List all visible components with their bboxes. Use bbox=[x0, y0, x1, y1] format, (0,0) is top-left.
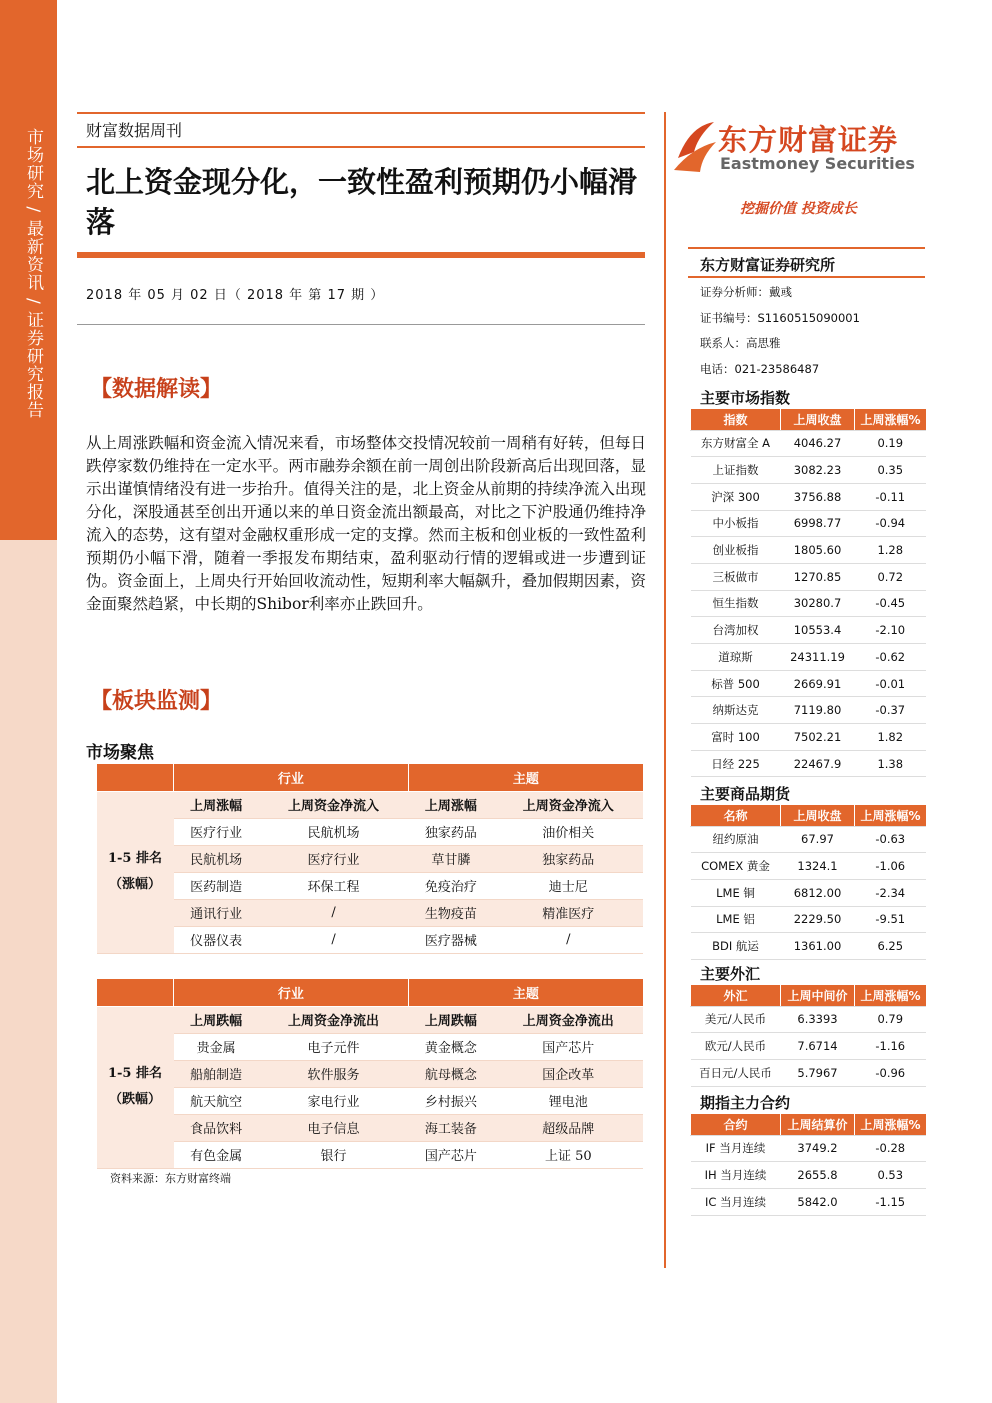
publication-name: 财富数据周刊 bbox=[86, 121, 183, 140]
certificate-number: 证书编号：S1160515090001 bbox=[700, 311, 860, 325]
focus-table-losers bbox=[96, 979, 643, 1169]
indices-table: 指数 上周收盘 上周涨幅% 东方财富全 A 4046.27 0.19 上证指数 3082.23 0.35 沪深 300 3756.88 -0.11 中小板指 6998.77 -0.94 创业板指 1805.60 1.28 三板做市 1270.85 0.72 恒生指数 30280.7 -0.45 台湾加权 10553.4 -2.10 道琼斯 24311.19 -0.62 标普 500 2669.91 -0.01 纳斯达克 7119.80 -0.37 富时 100 7502.21 1.82 日经 225 22467.9 1.38 bbox=[690, 409, 926, 777]
table-row: LME 铜 6812.00 -2.34 bbox=[691, 879, 927, 906]
logo-name-en: Eastmoney Securities bbox=[720, 154, 915, 173]
divider-mid bbox=[77, 146, 645, 148]
table-row: 美元/人民币 6.3393 0.79 bbox=[691, 1006, 927, 1033]
table-row: 医药制造 环保工程 免疫治疗 迪士尼 bbox=[97, 872, 644, 899]
table-row: 东方财富全 A 4046.27 0.19 bbox=[691, 430, 927, 457]
analyst-name: 证券分析师：戴彧 bbox=[700, 285, 792, 299]
report-title: 北上资金现分化，一致性盈利预期仍小幅滑落 bbox=[86, 165, 638, 239]
contact-person: 联系人：高思雅 bbox=[700, 336, 781, 350]
table-row: 欧元/人民币 7.6714 -1.16 bbox=[691, 1033, 927, 1060]
institute-divider-top bbox=[688, 247, 925, 249]
table-row: 有色金属 银行 国产芯片 上证 50 bbox=[97, 1141, 644, 1168]
market-focus-heading: 市场聚焦 bbox=[86, 743, 154, 763]
table-corner bbox=[97, 764, 174, 791]
analysis-paragraph: 从上周涨跌幅和资金流入情况来看，市场整体交投情况较前一周稍有好转，但每日跌停家数仍维持在一定水平。两市融券余额在前一周创出阶段新高后出现回落，显示出谨慎情绪没有进一步抬升。值得关注的是，北上资金从前期的持续净流入出现分化，深股通甚至创出开通以来的单日资金流出额最高，对比之下沪股通仍维持净流入的态势，这有望对金融权重形成一定的支撑。然而主板和创业板的一致性盈利预期仍小幅下滑，随着一季报发布期结束，盈利驱动行情的逻辑或进一步遭到证伪。资金面上，上周央行开始回收流动性，短期利率大幅飙升，叠加假期因素，资金面聚然趋紧，中长期的Shibor利率亦止跌回升。 bbox=[86, 434, 646, 613]
sub-header: 上周涨幅 bbox=[408, 791, 493, 818]
table-row: 三板做市 1270.85 0.72 bbox=[691, 563, 927, 590]
sub-header: 上周涨幅 bbox=[174, 791, 259, 818]
table-row: 纳斯达克 7119.80 -0.37 bbox=[691, 697, 927, 724]
table-row: COMEX 黄金 1324.1 -1.06 bbox=[691, 853, 927, 880]
table-corner bbox=[97, 979, 174, 1006]
table-row: 民航机场 医疗行业 草甘膦 独家药品 bbox=[97, 845, 644, 872]
table-row: 富时 100 7502.21 1.82 bbox=[691, 724, 927, 751]
row-label: 1-5 排名 （跌幅） bbox=[97, 1006, 174, 1168]
divider-thin bbox=[77, 324, 645, 325]
table-row: 医疗行业 民航机场 独家药品 油价相关 bbox=[97, 818, 644, 845]
table-row: LME 铝 2229.50 -9.51 bbox=[691, 906, 927, 933]
group-header-industry: 行业 bbox=[174, 979, 409, 1006]
row-label: 1-5 排名 （涨幅） bbox=[97, 791, 174, 953]
side-strip-text: 市场研究 / 最新资讯 / 证券研究报告 bbox=[23, 128, 43, 420]
table-row: 贵金属 电子元件 黄金概念 国产芯片 bbox=[97, 1033, 644, 1060]
table-row: 纽约原油 67.97 -0.63 bbox=[691, 826, 927, 853]
sub-header: 上周资金净流出 bbox=[259, 1006, 408, 1033]
sub-header: 上周资金净流入 bbox=[494, 791, 643, 818]
indices-title: 主要市场指数 bbox=[700, 389, 791, 407]
section-sector-monitor: 【板块监测】 bbox=[90, 688, 223, 714]
table-row: 仪器仪表 / 医疗器械 / bbox=[97, 926, 644, 953]
futures-title: 期指主力合约 bbox=[700, 1094, 791, 1112]
report-date: 2018 年 05 月 02 日（ 2018 年 第 17 期 ） bbox=[86, 288, 385, 303]
institute-name: 东方财富证券研究所 bbox=[700, 256, 836, 274]
commodities-title: 主要商品期货 bbox=[700, 785, 791, 803]
table-row: 沪深 300 3756.88 -0.11 bbox=[691, 483, 927, 510]
logo-name-cn: 东方财富证券 bbox=[718, 123, 899, 157]
table-row: 中小板指 6998.77 -0.94 bbox=[691, 510, 927, 537]
table-row: 食品饮料 电子信息 海工装备 超级品牌 bbox=[97, 1114, 644, 1141]
column-divider bbox=[664, 112, 666, 1268]
futures-table: 合约 上周结算价 上周涨幅% IF 当月连续 3749.2 -0.28 IH 当月连续 2655.8 0.53 IC 当月连续 5842.0 -1.15 bbox=[690, 1114, 926, 1216]
sub-header: 上周资金净流出 bbox=[494, 1006, 643, 1033]
commodities-table: 名称 上周收盘 上周涨幅% 纽约原油 67.97 -0.63 COMEX 黄金 1324.1 -1.06 LME 铜 6812.00 -2.34 LME 铝 2229.50 -9.51 BDI 航运 1361.00 6.25 bbox=[690, 805, 926, 960]
sub-header: 上周跌幅 bbox=[174, 1006, 259, 1033]
table-row: 道琼斯 24311.19 -0.62 bbox=[691, 644, 927, 671]
table-row: 百日元/人民币 5.7967 -0.96 bbox=[691, 1059, 927, 1086]
divider-thick bbox=[77, 252, 645, 258]
table-row: 通讯行业 / 生物疫苗 精准医疗 bbox=[97, 899, 644, 926]
table-row: 恒生指数 30280.7 -0.45 bbox=[691, 590, 927, 617]
group-header-industry: 行业 bbox=[174, 764, 409, 791]
focus-table-gainers bbox=[96, 764, 643, 954]
table-row: 航天航空 家电行业 乡村振兴 锂电池 bbox=[97, 1087, 644, 1114]
slogan: 挖掘价值 投资成长 bbox=[740, 201, 857, 217]
institute-divider-bottom bbox=[688, 276, 925, 278]
table-row: 日经 225 22467.9 1.38 bbox=[691, 750, 927, 777]
table-row: IH 当月连续 2655.8 0.53 bbox=[691, 1162, 927, 1189]
phone-number: 电话：021-23586487 bbox=[700, 362, 820, 376]
fx-title: 主要外汇 bbox=[700, 965, 761, 983]
section-data-interpretation: 【数据解读】 bbox=[90, 376, 223, 402]
table-row: 创业板指 1805.60 1.28 bbox=[691, 537, 927, 564]
group-header-theme: 主题 bbox=[408, 979, 643, 1006]
data-source: 资料来源：东方财富终端 bbox=[110, 1172, 231, 1185]
table-row: IF 当月连续 3749.2 -0.28 bbox=[691, 1135, 927, 1162]
group-header-theme: 主题 bbox=[408, 764, 643, 791]
table-row: 标普 500 2669.91 -0.01 bbox=[691, 670, 927, 697]
table-row: BDI 航运 1361.00 6.25 bbox=[691, 933, 927, 960]
sub-header: 上周跌幅 bbox=[408, 1006, 493, 1033]
sub-header: 上周资金净流入 bbox=[259, 791, 408, 818]
table-row: IC 当月连续 5842.0 -1.15 bbox=[691, 1188, 927, 1215]
fx-table: 外汇 上周中间价 上周涨幅% 美元/人民币 6.3393 0.79 欧元/人民币 7.6714 -1.16 百日元/人民币 5.7967 -0.96 bbox=[690, 985, 926, 1087]
table-row: 船舶制造 软件服务 航母概念 国企改革 bbox=[97, 1060, 644, 1087]
divider-top bbox=[77, 112, 645, 114]
table-row: 上证指数 3082.23 0.35 bbox=[691, 457, 927, 484]
table-row: 台湾加权 10553.4 -2.10 bbox=[691, 617, 927, 644]
